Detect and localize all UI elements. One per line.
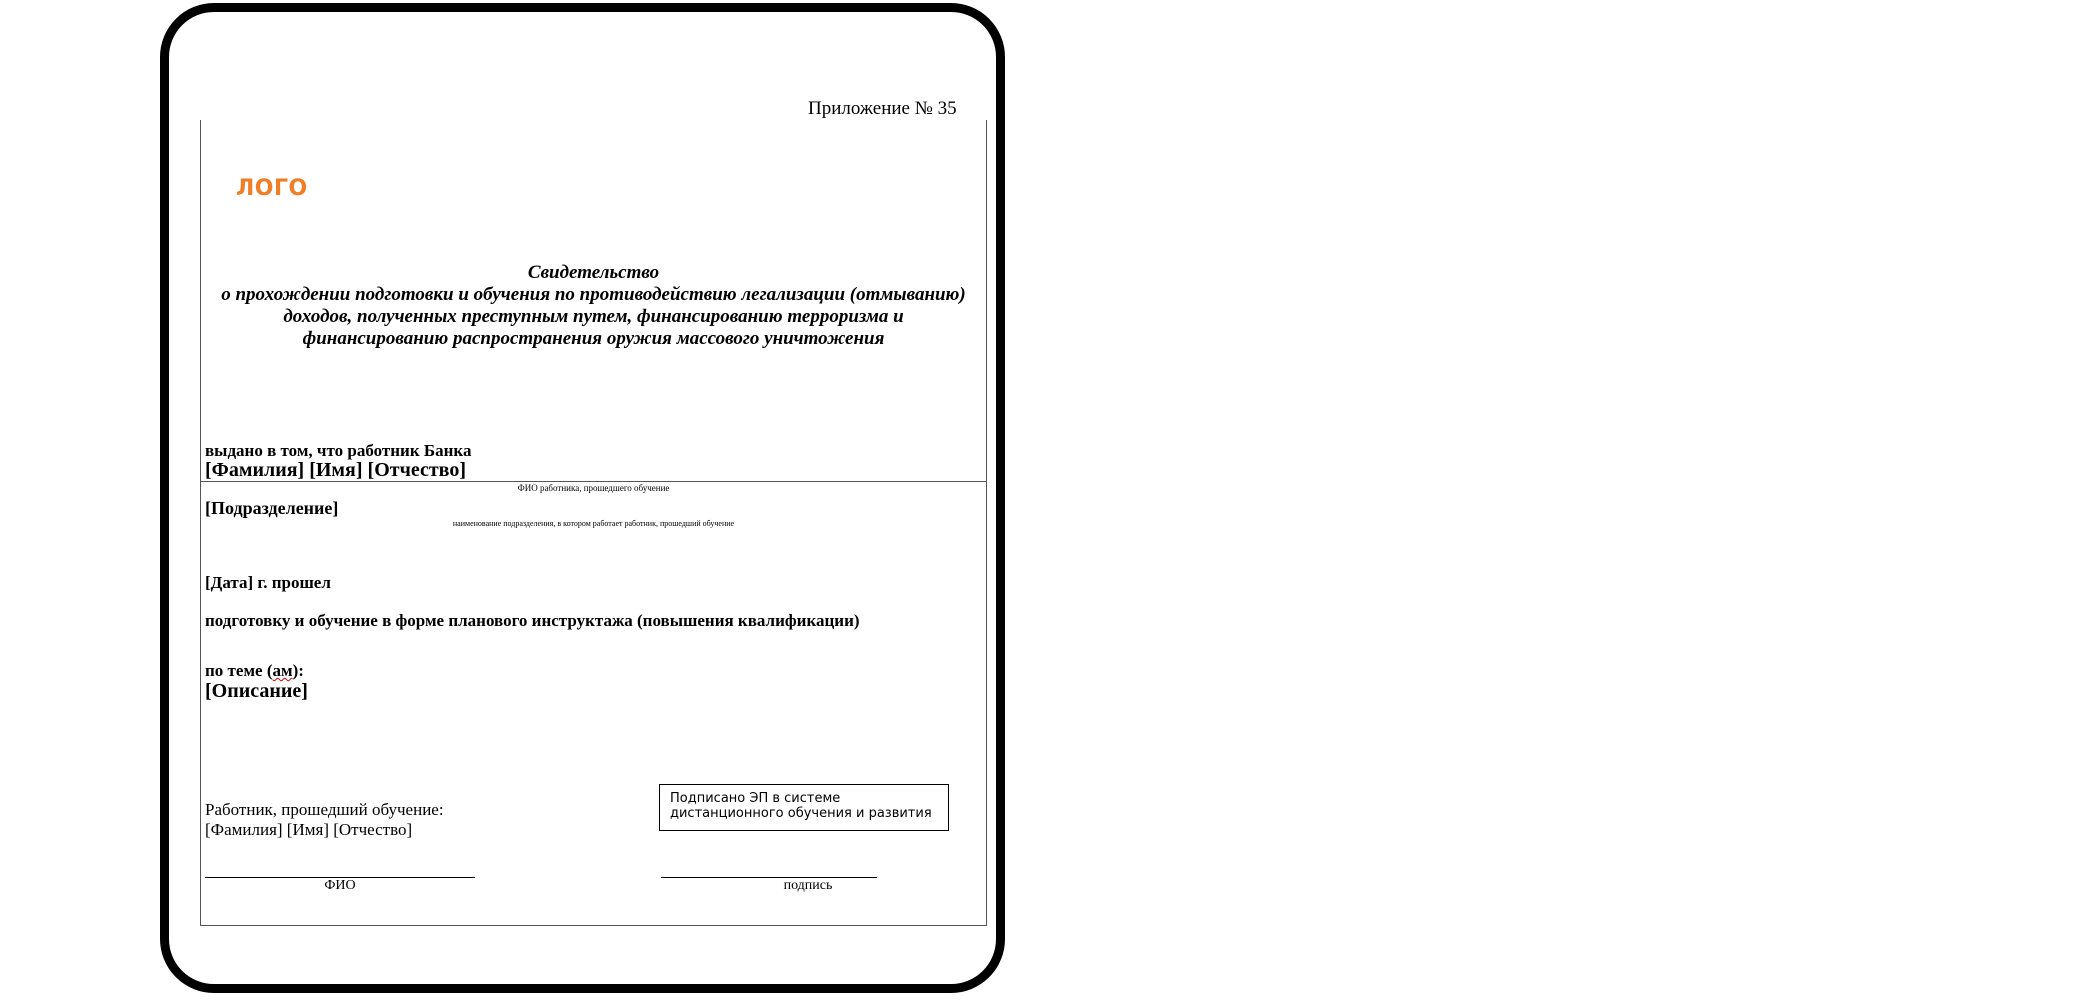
- signed-stamp-box: [659, 784, 949, 831]
- caption-employee-fio: ФИО работника, прошедшего обучение: [517, 483, 670, 493]
- certificate-title-subject: о прохождении подготовки и обучения по противодействию легализации (отмыванию) доходов, полученных преступным путем, финансированию терроризма и финансированию распространения оружия массового уничтожения: [221, 284, 966, 349]
- topic-label: [205, 661, 304, 681]
- certificate-title: [220, 262, 967, 350]
- signed-stamp-line1: Подписано ЭП в системе: [670, 791, 841, 806]
- division-field: [Подразделение]: [205, 498, 339, 518]
- description-field: [Описание]: [205, 680, 308, 702]
- logo: ЛОГО: [236, 176, 308, 201]
- worker-fio: [Фамилия] [Имя] [Отчество]: [205, 820, 413, 839]
- date-field: [Дата] г. прошел: [205, 573, 331, 592]
- employee-fio: [Фамилия] [Имя] [Отчество]: [205, 459, 466, 481]
- issued-text: выдано в том, что работник Банка: [205, 441, 472, 460]
- signed-stamp-line2: дистанционного обучения и развития: [670, 806, 932, 821]
- caption-signature: подпись: [783, 878, 833, 893]
- divider-line: [200, 481, 987, 482]
- certificate-title-main: Свидетельство: [527, 262, 660, 283]
- topic-spellcheck-word: ам: [272, 661, 293, 680]
- worker-label: Работник, прошедший обучение:: [205, 800, 444, 819]
- topic-prefix: по теме (: [205, 661, 273, 680]
- caption-division: наименование подразделения, в котором работает работник, прошедший обучение: [452, 519, 735, 528]
- caption-fio-short: ФИО: [324, 878, 356, 893]
- topic-suffix: ):: [292, 661, 304, 680]
- training-text: подготовку и обучение в форме планового инструктажа (повышения квалификации): [205, 611, 860, 630]
- appendix-number: Приложение № 35: [808, 98, 957, 119]
